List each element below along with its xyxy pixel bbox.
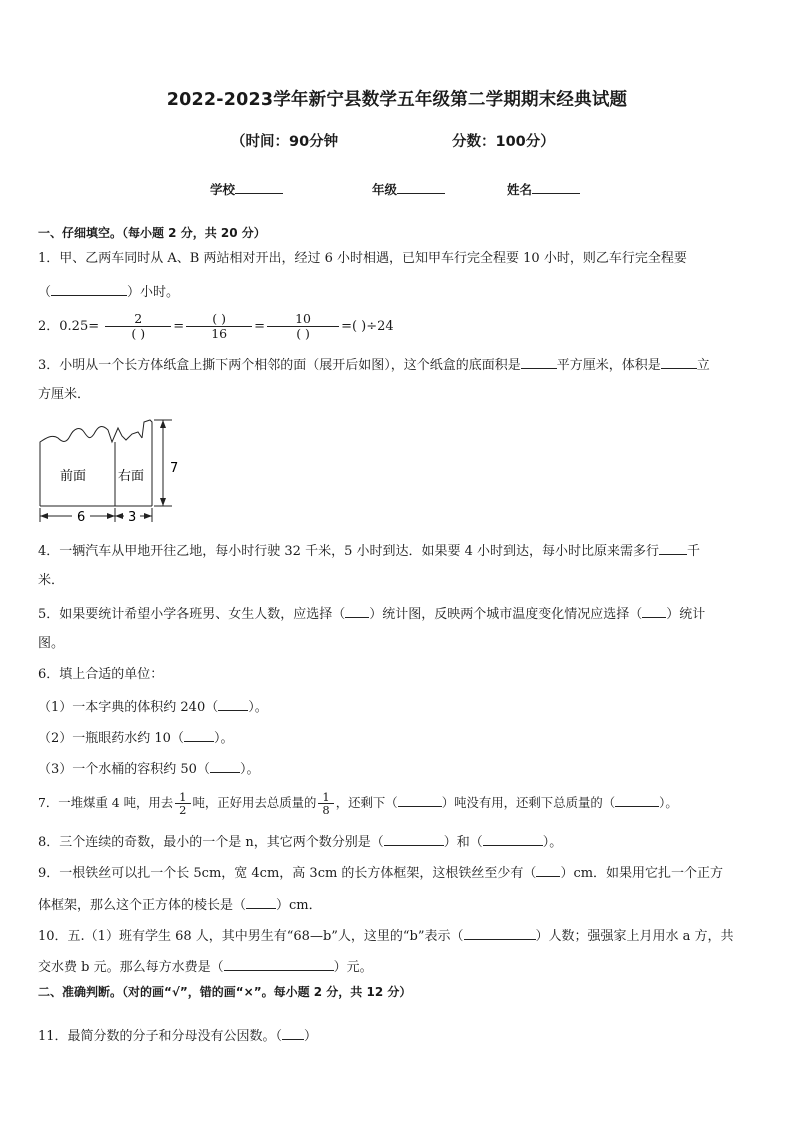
q11-blank[interactable] [282, 1026, 304, 1040]
q9-text-c: 体框架，那么这个正方体的棱长是（ [38, 898, 247, 913]
q10-line1 [38, 926, 734, 946]
q11-line [38, 1026, 317, 1046]
q6-sub1 [38, 697, 268, 717]
q10-blank-1[interactable] [464, 926, 536, 940]
q11-text-b: ） [304, 1029, 318, 1044]
q1-line2 [38, 282, 179, 302]
q2-f1-den[interactable]: ( ) [131, 326, 146, 341]
page-title: 2022-2023学年新宁县数学五年级第二学期期末经典试题 [166, 90, 628, 110]
q7-blank-2[interactable] [615, 793, 659, 807]
q3-line1 [38, 355, 710, 375]
name-field [507, 180, 580, 198]
q6-sub3 [38, 759, 259, 779]
q2-prefix: 2．0.25= [38, 319, 100, 334]
q4-text-b: 千 [687, 544, 701, 559]
q2-f1-num: 2 [105, 312, 171, 327]
q6-sub2-text: （2）一瓶眼药水约 10（ [38, 731, 184, 746]
right-face-edge [142, 420, 152, 506]
section1-heading: 一、仔细填空。（每小题 2 分，共 20 分） [38, 226, 266, 240]
q7-f1-den: 2 [179, 803, 187, 817]
q8-text-a: 8．三个连续的奇数，最小的一个是 n，其它两个数分别是（ [38, 835, 384, 850]
school-label: 学校 [210, 182, 236, 197]
q8-blank-1[interactable] [384, 832, 444, 846]
q6-sub1-close: ）。 [248, 700, 268, 715]
q1-open: （ [38, 285, 52, 300]
school-blank[interactable] [235, 181, 283, 194]
q5-blank-1[interactable] [345, 604, 369, 618]
section2-heading: 二、准确判断。（对的画“√”，错的画“×”。每小题 2 分，共 12 分） [38, 985, 412, 999]
q10-text-a: 10．五.（1）班有学生 68 人，其中男生有“68—b”人，这里的“b”表示（ [38, 929, 464, 944]
height-label: 7 [170, 461, 179, 476]
arrow-down-icon [160, 498, 166, 506]
q7-blank-1[interactable] [398, 793, 442, 807]
arrow-left-icon-2 [115, 513, 123, 519]
q7-fraction-half [175, 791, 190, 816]
exam-score: 分数：100分） [452, 134, 555, 150]
q8-text-c: ）。 [542, 835, 563, 850]
box-net-diagram [32, 412, 192, 530]
q6-blank-3[interactable] [210, 759, 240, 773]
q1-close: ）小时。 [127, 285, 180, 300]
q8-blank-2[interactable] [483, 832, 543, 846]
torn-edge [40, 427, 145, 506]
arrow-left-icon [40, 513, 48, 519]
q6-sub1-text: （1）一本字典的体积约 240（ [38, 700, 219, 715]
arrow-right-icon-2 [144, 513, 152, 519]
q4-blank[interactable] [659, 541, 687, 555]
q2-line [38, 308, 394, 346]
name-blank[interactable] [532, 181, 580, 194]
q6-sub2 [38, 728, 233, 748]
q8-line [38, 832, 562, 852]
q6-sub3-close: ）。 [239, 762, 260, 777]
front-width-label: 6 [77, 510, 86, 525]
front-face-label: 前面 [60, 469, 87, 484]
school-field [210, 180, 283, 198]
q7-f1-num: 1 [175, 791, 190, 804]
q2-eq-1: = [173, 319, 185, 334]
q5-text-c: ）统计 [666, 607, 706, 622]
q10-text-b: ）人数；强强家上月用水 a 方，共 [535, 929, 734, 944]
q3-blank-area[interactable] [521, 355, 557, 369]
q7-fraction-eighth [318, 791, 333, 816]
q10-text-c: 交水费 b 元。那么每方水费是（ [38, 960, 224, 975]
q7-f2-den: 8 [322, 803, 330, 817]
q6-sub3-text: （3）一个水桶的容积约 50（ [38, 762, 210, 777]
q10-blank-2[interactable] [224, 957, 334, 971]
q3-line2: 方厘米． [38, 387, 91, 402]
q10-text-d: ）元。 [333, 960, 373, 975]
q9-line2 [38, 895, 322, 915]
q1-blank[interactable] [51, 282, 127, 296]
q7-text-e: ）。 [659, 795, 678, 810]
q6-stem: 6．填上合适的单位： [38, 667, 164, 682]
q9-text-a: 9．一根铁丝可以扎一个长 5cm，宽 4cm，高 3cm 的长方体框架，这根铁丝至少有（ [38, 866, 537, 881]
q5-blank-2[interactable] [642, 604, 666, 618]
q2-f3-den[interactable]: ( ) [296, 326, 310, 341]
q4-line2: 米． [38, 573, 65, 588]
right-width-label: 3 [128, 510, 137, 525]
q5-text-b: ）统计图，反映两个城市温度变化情况应选择（ [369, 607, 643, 622]
q9-blank-1[interactable] [536, 863, 560, 877]
q7-text-b: 吨，正好用去总质量的 [192, 795, 317, 810]
q7-f2-num: 1 [318, 791, 333, 804]
q6-blank-1[interactable] [218, 697, 248, 711]
grade-blank[interactable] [397, 181, 445, 194]
q2-fraction-1 [105, 312, 171, 341]
exam-time: （时间：90分钟 [231, 134, 339, 150]
arrow-right-icon [107, 513, 115, 519]
q2-tail: =( )÷24 [341, 319, 394, 334]
q7-text-d: ）吨没有用，还剩下总质量的（ [441, 795, 616, 810]
q7-line [38, 784, 678, 822]
q2-fraction-2 [186, 312, 252, 341]
q9-text-d: ）cm． [276, 898, 322, 913]
q9-text-b: ）cm．如果用它扎一个正方 [560, 866, 724, 881]
grade-label: 年级 [372, 182, 398, 197]
q7-text-c: ，还剩下（ [335, 795, 398, 810]
q9-line1 [38, 863, 723, 883]
q4-line1 [38, 541, 700, 561]
arrow-up-icon [160, 420, 166, 428]
q9-blank-2[interactable] [246, 895, 276, 909]
q1-line1: 1．甲、乙两车同时从 A、B 两站相对开出，经过 6 小时相遇，已知甲车行完全程要 10 小时，则乙车行完全程要 [38, 251, 687, 266]
q5-line2: 图。 [38, 636, 65, 651]
grade-field [372, 180, 445, 198]
q11-text-a: 11．最简分数的分子和分母没有公因数。（ [38, 1029, 283, 1044]
q2-f2-num[interactable]: ( ) [186, 312, 252, 327]
q3-text-b: 平方厘米，体积是 [556, 358, 661, 373]
name-label: 姓名 [507, 182, 533, 197]
q2-f2-den: 16 [211, 326, 228, 341]
q3-text-c: 立 [696, 358, 710, 373]
q2-eq-2: = [254, 319, 266, 334]
q3-text-a: 3．小明从一个长方体纸盒上撕下两个相邻的面（展开后如图），这个纸盒的底面积是 [38, 358, 521, 373]
q7-text-a: 7．一堆煤重 4 吨，用去 [38, 795, 174, 810]
q6-sub2-close: ）。 [213, 731, 234, 746]
q8-text-b: ）和（ [443, 835, 483, 850]
q4-text-a: 4．一辆汽车从甲地开往乙地，每小时行驶 32 千米，5 小时到达．如果要 4 小时到达，每小时比原来需多行 [38, 544, 660, 559]
q2-fraction-3 [267, 312, 339, 341]
q2-f3-num: 10 [267, 312, 339, 327]
q5-line1 [38, 604, 705, 624]
right-face-label: 右面 [118, 469, 145, 484]
q3-blank-volume[interactable] [661, 355, 697, 369]
q5-text-a: 5．如果要统计希望小学各班男、女生人数，应选择（ [38, 607, 346, 622]
q6-blank-2[interactable] [184, 728, 214, 742]
q10-line2 [38, 957, 373, 977]
